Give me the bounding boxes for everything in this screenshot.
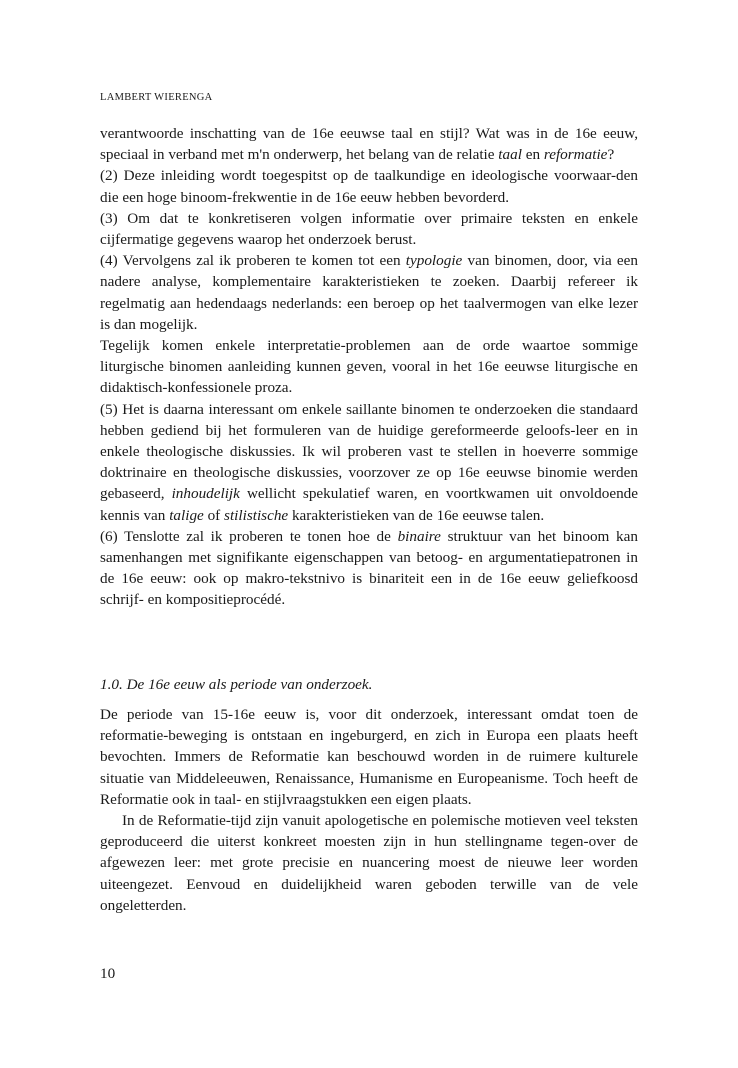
text-run: (4) Vervolgens zal ik proberen te komen tot een <box>100 252 406 270</box>
section-paragraph-1: De periode van 15-16e eeuw is, voor dit onderzoek, interessant omdat toen de reformatie-beweging is ontstaan en ingeburgerd, en zich in Europa een plaats heeft bevochten. Immers de Reformatie kan beschouwd worden in de ruimere kulturele situatie van Middeleeuwen, Renaissance, Humanisme en Europeanisme. Toch heeft de Reformatie ook in taal- en stijlvraagstukken een eigen plaats. <box>100 706 638 808</box>
section-heading: 1.0. De 16e eeuw als periode van onderzoek. <box>100 676 373 693</box>
text-run: (6) Tenslotte zal ik proberen te tonen hoe de <box>100 527 398 545</box>
section-body <box>100 704 638 916</box>
paragraph-4b: Tegelijk komen enkele interpretatie-problemen aan de orde waartoe sommige liturgische binomen aanleiding kunnen geven, vooral in het 16e eeuwse liturgische en didaktisch-konfessionele proza. <box>100 337 638 397</box>
paragraph-6 <box>100 526 638 611</box>
body-text <box>100 123 638 611</box>
paragraph-5 <box>100 399 638 526</box>
section-paragraph-2: In de Reformatie-tijd zijn vanuit apologetische en polemische motieven veel teksten geproduceerd die uiterst konkreet moesten zijn in hun stellingname tegen-over de afgewezen leer: met grote precisie en nuancering moest de nieuwe leer worden uiteengezet. Eenvoud en duidelijkheid waren geboden terwille van de vele ongeletterden. <box>100 812 638 914</box>
running-head: LAMBERT WIERENGA <box>100 92 213 103</box>
emphasis: binaire <box>397 527 441 545</box>
text-run: ? <box>607 146 615 164</box>
emphasis: stilistische <box>224 506 289 524</box>
text-run: karakteristieken van de 16e eeuwse talen. <box>288 506 545 524</box>
text-run: struktuur van het binoom kan samenhangen met signifikante eigenschappen van betoog- en argumentatiepatronen in de 16e eeuw: ook op makro-tekstnivo is binariteit een in de 16e eeuw geliefkoosd schrijf- en kompositieprocédé. <box>100 527 638 609</box>
emphasis: reformatie <box>543 146 608 164</box>
text-run: en <box>521 146 544 164</box>
text-run: wellicht spekulatief waren, en voortkwamen uit onvoldoende kennis van <box>100 485 638 524</box>
paragraph-intro-continuation <box>100 123 638 165</box>
emphasis: typologie <box>405 252 463 270</box>
text-run: verantwoorde inschatting van de 16e eeuwse taal en stijl? Wat was in de 16e eeuw, speciaal in verband met m'n onderwerp, het belang van de relatie <box>100 125 638 164</box>
emphasis: inhoudelijk <box>171 485 240 503</box>
paragraph-2: (2) Deze inleiding wordt toegespitst op de taalkundige en ideologische voorwaar-den die een hoge binoom-frekwentie in de 16e eeuw hebben bevorderd. <box>100 167 638 206</box>
emphasis: taal <box>498 146 522 164</box>
page-number: 10 <box>100 965 116 982</box>
paragraph-3: (3) Om dat te konkretiseren volgen informatie over primaire teksten en enkele cijfermatige gegevens waarop het onderzoek berust. <box>100 209 638 249</box>
paragraph-4 <box>100 250 638 335</box>
text-run: (5) Het is daarna interessant om enkele saillante binomen te onderzoeken die standaard hebben gediend bij het formuleren van de huidige gereformeerde geloofs-leer en in enkele theologische diskussies. Ik wil proberen vast te stellen in hoeverre sommige doktrinaire en theologische diskussies, voorzover ze op 16e eeuwse binomie werden gebaseerd, <box>100 400 638 503</box>
text-run: van binomen, door, via een nadere analyse, komplementaire karakteristieken te zoeken. Daarbij refereer ik regelmatig aan hedendaags nederlands: een beroep op het taalvermogen van elke lezer is dan mogelijk. <box>100 252 639 333</box>
text-run: of <box>203 506 225 524</box>
emphasis: talige <box>169 506 204 524</box>
